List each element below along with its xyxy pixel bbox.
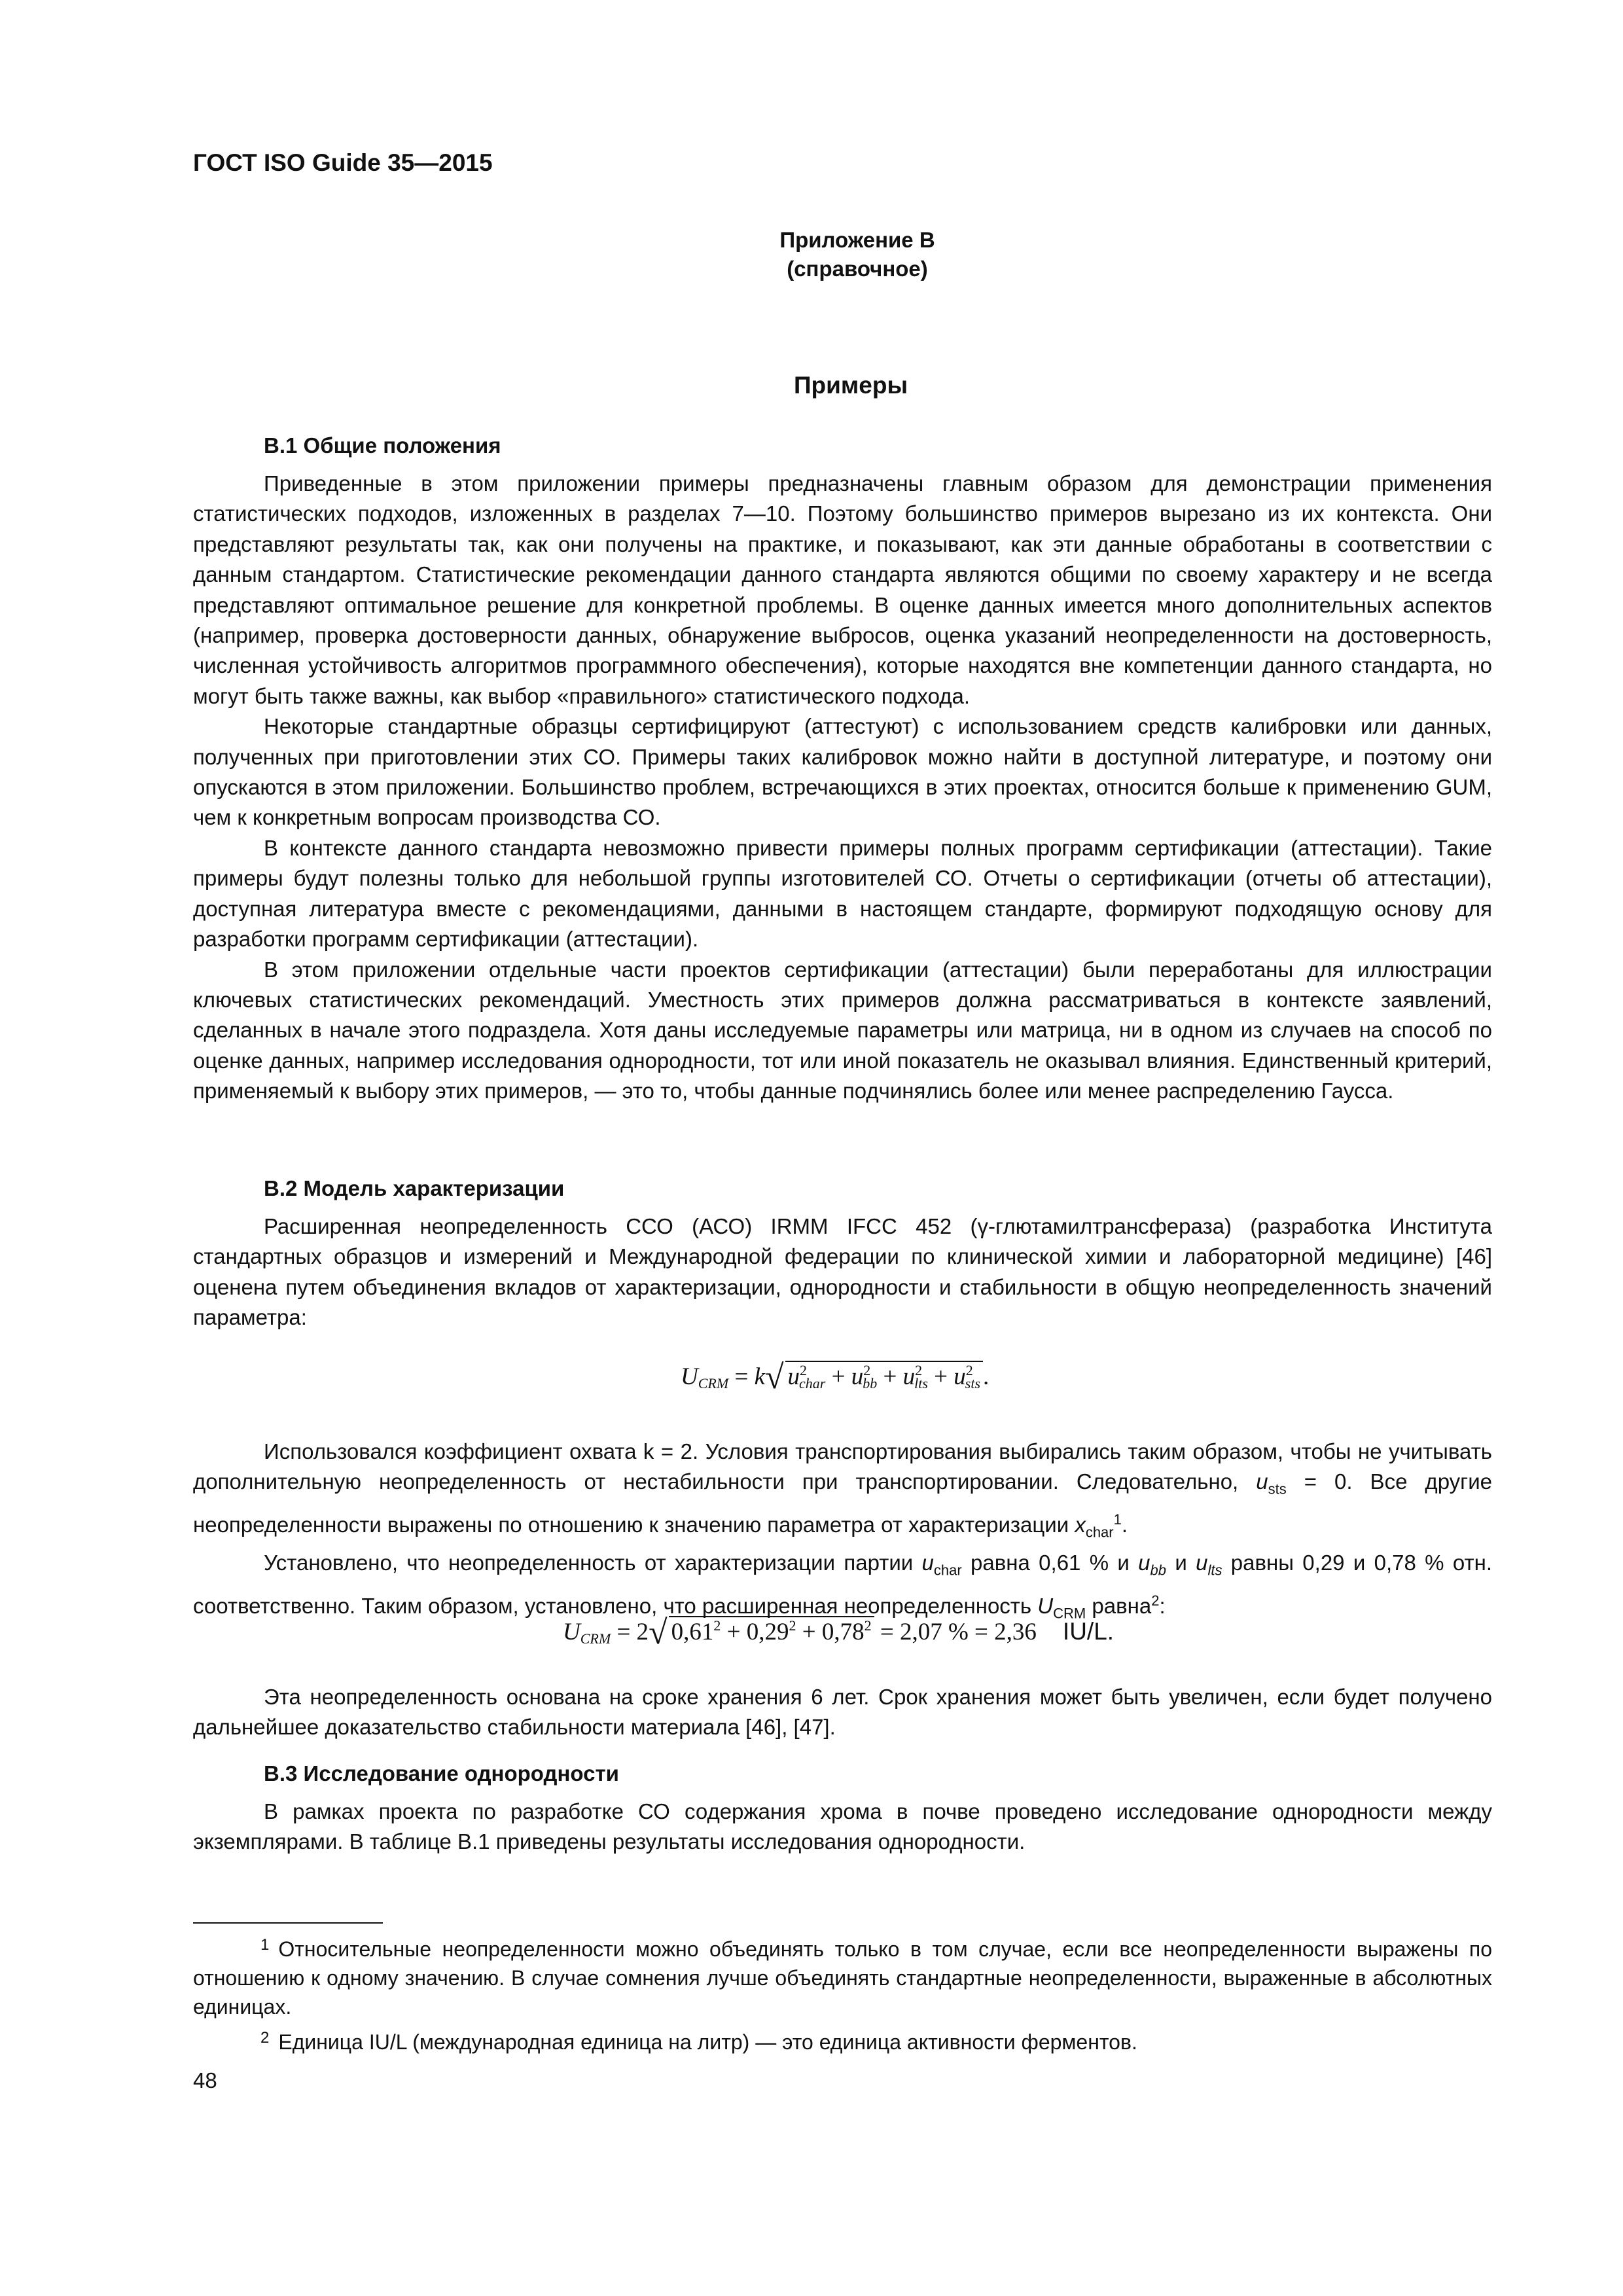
- paragraph: Расширенная неопределенность ССО (АСО) IRMM IFCC 452 (γ-глютамилтрансфераза) (разработка Института стандартных образцов и измерений и Международной федерации по клинической химии и лабораторной медицине) [46] оценена путем объединения вкладов от характеризации, однородности и стабильности в общую неопределенность значений параметра:: [193, 1214, 1492, 1330]
- page-number: 48: [193, 2068, 217, 2092]
- footnotes: [193, 1931, 1492, 2056]
- section-b1-body: [193, 469, 1492, 1107]
- footnote-2: $^2$ Единица IU/L (международная единица на литр) — это единица активности ферментов.: [260, 2029, 1137, 2054]
- paragraph: В контексте данного стандарта невозможно привести примеры полных программ сертификации (аттестации). Такие примеры будут полезны только для небольшой группы изготовителей СО. Отчеты о сертификации (отчеты об аттестации), доступная литература вместе с рекомендациями, данными в настоящем стандарте, формируют подходящую основу для разработки программ сертификации (аттестации).: [193, 835, 1492, 952]
- formula-expanded-uncertainty: $U_{CRM} = k√$ $u^2_{char} + u^2_{bb} + u^2_{lts} + u^2_{sts}$ .: [681, 1359, 990, 1396]
- document-header: ГОСТ ISO Guide 35—2015: [193, 149, 493, 176]
- paragraph: В рамках проекта по разработке СО содержания хрома в почве проведено исследование однородности между экземплярами. В таблице B.1 приведены результаты исследования однородности.: [193, 1799, 1492, 1854]
- paragraph: Эта неопределенность основана на сроке хранения 6 лет. Срок хранения может быть увеличен, если будет получено дальнейшее доказательство стабильности материала [46], [47].: [193, 1685, 1492, 1740]
- section-heading-b2: B.2 Модель характеризации: [264, 1176, 565, 1200]
- section-b2-intro: [193, 1211, 1492, 1333]
- annex-title: Примеры: [793, 372, 908, 399]
- section-heading-b1: B.1 Общие положения: [264, 433, 501, 457]
- paragraph: Установлено, что неопределенность от характеризации партии $u_{char}$ равна 0,61 % и $u_{bb}$ и $u_{lts}$ равны 0,29 и 0,78 % отн. соответственно. Таким образом, установлено, что расширенная неопределенность $U_{CRM}$ равна$^2$:: [193, 1551, 1492, 1622]
- section-b2-body: [193, 1437, 1492, 1629]
- annex-type: (справочное): [787, 257, 928, 281]
- section-heading-b3: B.3 Исследование однородности: [264, 1761, 619, 1785]
- footnote-1: $^1$ Относительные неопределенности можно объединять только в том случае, если все неопределенности выражены по отношению к одному значению. В случае сомнения лучше объединять стандартные неопределенности, выраженные в абсолютных единицах.: [193, 1936, 1492, 2018]
- paragraph: Некоторые стандартные образцы сертифицируют (аттестуют) с использованием средств калибровки или данных, полученных при приготовлении этих СО. Примеры таких калибровок можно найти в доступной литературе, и поэтому они опускаются в этом приложении. Большинство проблем, встречающихся в этих проектах, относится больше к применению GUM, чем к конкретным вопросам производства СО.: [193, 714, 1492, 830]
- annex-label: Приложение B: [779, 228, 935, 252]
- formula-crm-value: $U_{CRM} = 2√$ $0,61^2 + 0,29^2 + 0,78^2 = 2,07$ % = 2,36 IU/L.: [563, 1614, 1115, 1651]
- annex-heading: [0, 226, 1623, 283]
- section-b2-closing: [193, 1682, 1492, 1743]
- paragraph: Приведенные в этом приложении примеры предназначены главным образом для демонстрации применения статистических подходов, изложенных в разделах 7—10. Поэтому большинство примеров вырезано из их контекста. Они представляют результаты так, как они получены на практике, и показывают, как эти данные обработаны в соответствии с данным стандартом. Статистические рекомендации данного стандарта являются общими по своему характеру и не всегда представляют оптимальное решение для конкретной проблемы. В оценке данных имеется много дополнительных аспектов (например, проверка достоверности данных, обнаружение выбросов, оценка указаний неопределенности на достоверность, численная устойчивость алгоритмов программного обеспечения), которые находятся вне компетенции данного стандарта, но могут быть также важны, как выбор «правильного» статистического подхода.: [193, 471, 1492, 708]
- footnote-divider: [193, 1922, 383, 1924]
- paragraph: В этом приложении отдельные части проектов сертификации (аттестации) были переработаны для иллюстрации ключевых статистических рекомендаций. Уместность этих примеров должна рассматриваться в контексте заявлений, сделанных в начале этого подраздела. Хотя даны исследуемые параметры или матрица, ни в одном из случаев на способ по оценке данных, например исследования однородности, тот или иной показатель не оказывал влияния. Единственный критерий, применяемый к выбору этих примеров, — это то, чтобы данные подчинялись более или менее распределению Гаусса.: [193, 957, 1492, 1103]
- paragraph: Использовался коэффициент охвата k = 2. Условия транспортирования выбирались таким образом, чтобы не учитывать дополнительную неопределенность от нестабильности при транспортировании. Следовательно, $u_{sts} = 0$. Все другие неопределенности выражены по отношению к значению параметра от характеризации $x_{char}^1$.: [193, 1439, 1492, 1541]
- section-b3-body: [193, 1797, 1492, 1857]
